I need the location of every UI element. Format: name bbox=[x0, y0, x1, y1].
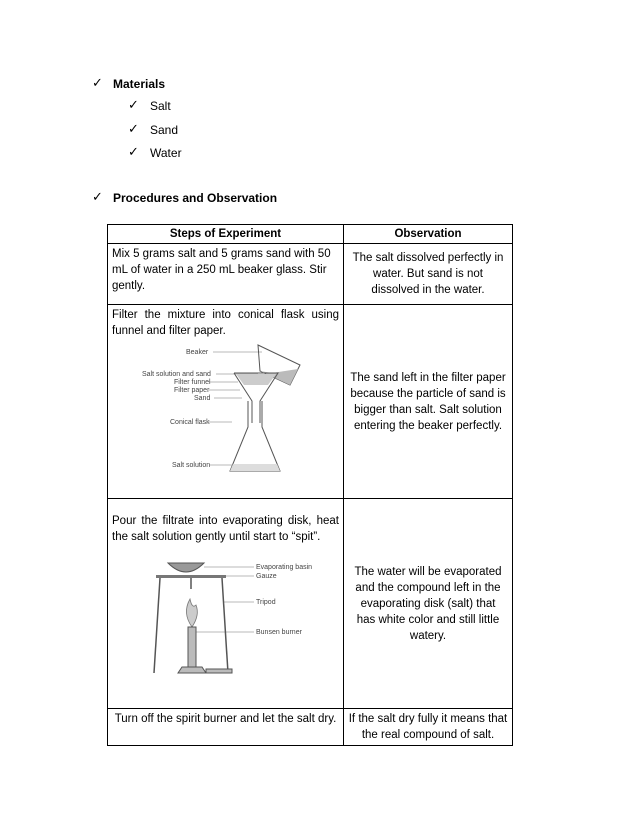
diagram-label: Evaporating basin bbox=[256, 564, 313, 571]
bunsen-burner-shape bbox=[178, 627, 232, 673]
checkmark-icon: ✓ bbox=[128, 97, 139, 112]
material-item-sand: Sand bbox=[150, 123, 179, 137]
diagram-label: Gauze bbox=[256, 573, 277, 580]
diagram-label: Salt solution bbox=[172, 462, 211, 469]
filtration-diagram bbox=[112, 343, 338, 481]
table-row bbox=[108, 709, 513, 746]
observation-cell bbox=[344, 305, 513, 499]
observation-text: If the salt dry fully it means that the real compound of salt. bbox=[348, 713, 508, 741]
diagram-label: Filter paper bbox=[174, 387, 210, 394]
step-cell bbox=[108, 244, 344, 305]
observation-text: The sand left in the filter paper because the particle of sand is bigger than salt. Salt solution entering the beaker perfectly. bbox=[350, 371, 506, 432]
step-cell bbox=[108, 499, 344, 709]
checkmark-icon: ✓ bbox=[128, 144, 139, 159]
observation-text: The salt dissolved perfectly in water. But sand is not dissolved in the water. bbox=[352, 252, 504, 296]
checkmark-icon: ✓ bbox=[128, 121, 139, 136]
checkmark-icon: ✓ bbox=[92, 189, 103, 204]
experiment-table bbox=[107, 224, 513, 746]
diagram-label: Salt solution and sand bbox=[142, 371, 211, 378]
materials-heading: Materials bbox=[113, 77, 166, 91]
observation-cell bbox=[344, 709, 513, 746]
observation-cell bbox=[344, 244, 513, 305]
material-item-salt: Salt bbox=[150, 99, 171, 113]
step-text: Mix 5 grams salt and 5 grams sand with 50 mL of water in a 250 mL beaker glass. Stir gently. bbox=[112, 248, 331, 292]
diagram-label: Sand bbox=[194, 395, 211, 402]
evaporation-diagram bbox=[112, 549, 338, 689]
observation-cell bbox=[344, 499, 513, 709]
diagram-label: Tripod bbox=[256, 599, 276, 606]
table-row bbox=[108, 499, 513, 709]
diagram-label: Bunsen burner bbox=[256, 629, 302, 636]
table-header-row bbox=[108, 225, 513, 244]
procedures-heading: Procedures and Observation bbox=[113, 191, 278, 205]
table-row bbox=[108, 244, 513, 305]
header-steps: Steps of Experiment bbox=[108, 225, 344, 244]
header-observation: Observation bbox=[344, 225, 513, 244]
step-cell bbox=[108, 305, 344, 499]
evaporating-basin-shape bbox=[168, 563, 204, 572]
step-text: Filter the mixture into conical flask using funnel and filter paper. bbox=[112, 309, 339, 337]
table-row bbox=[108, 305, 513, 499]
step-cell bbox=[108, 709, 344, 746]
observation-text: The water will be evaporated and the compound left in the evaporating disk (salt) that has white color and still little watery. bbox=[354, 565, 502, 642]
diagram-label: Conical flask bbox=[170, 419, 210, 426]
material-item-water: Water bbox=[150, 146, 182, 160]
gauze-shape bbox=[156, 575, 226, 578]
step-text: Pour the filtrate into evaporating disk, heat the salt solution gently until start to “spit”. bbox=[112, 515, 339, 543]
flame-shape bbox=[186, 599, 197, 627]
conical-flask-shape bbox=[230, 401, 280, 471]
step-text: Turn off the spirit burner and let the salt dry. bbox=[114, 713, 337, 725]
diagram-label: Filter funnel bbox=[174, 379, 211, 386]
diagram-label: Beaker bbox=[186, 349, 209, 356]
checkmark-icon: ✓ bbox=[92, 75, 103, 90]
